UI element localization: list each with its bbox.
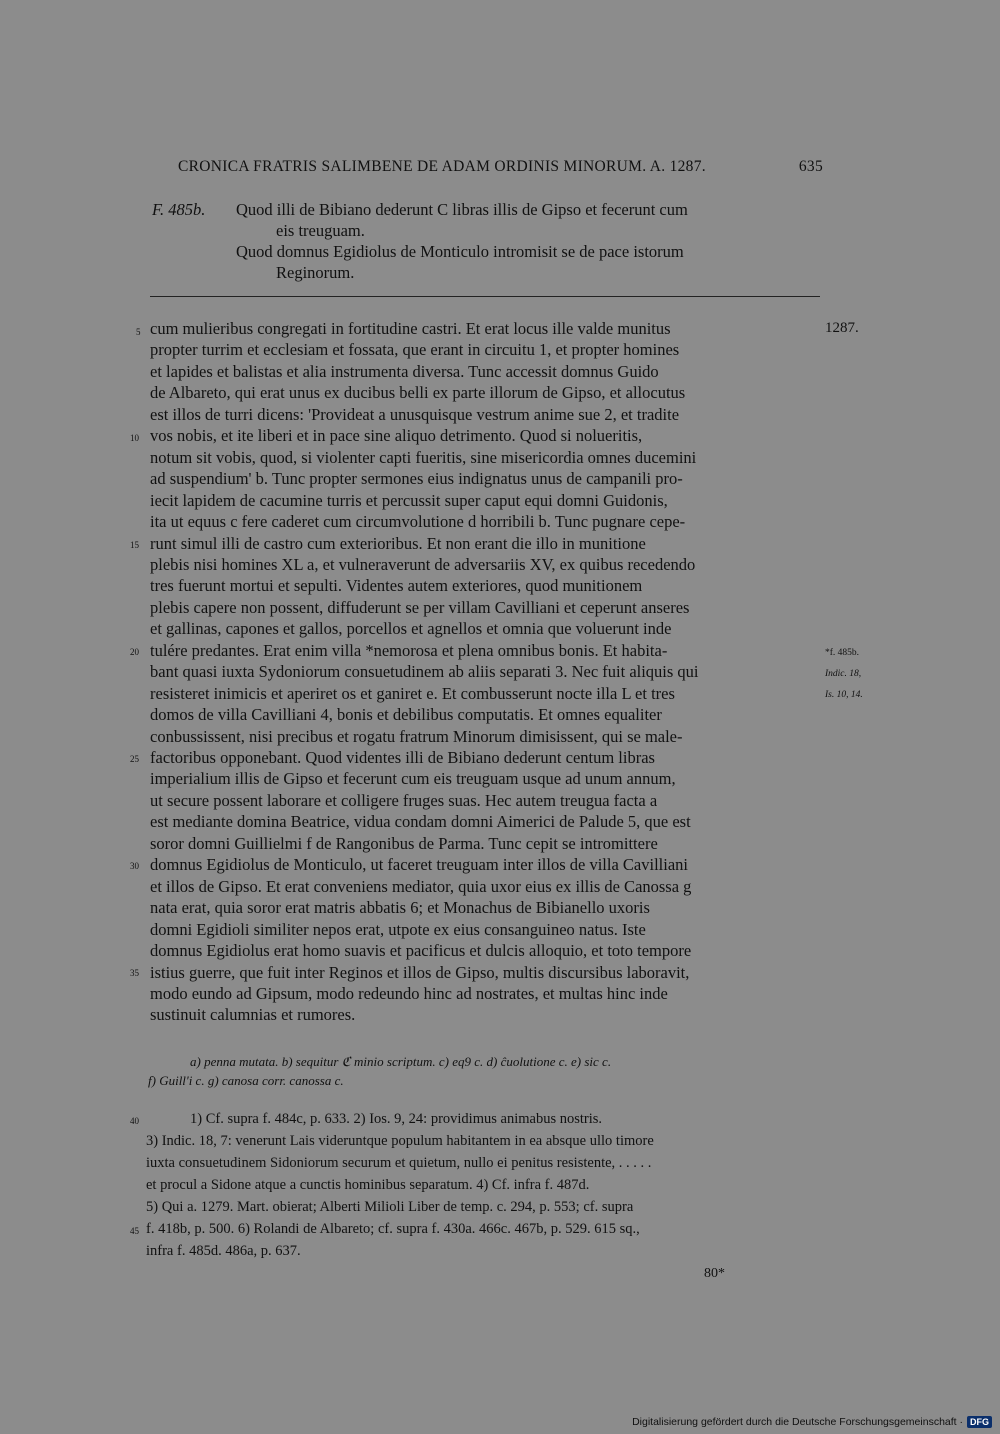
folio-reference: F. 485b.: [152, 200, 206, 219]
note-3-line-2: iuxta consuetudinem Sidoniorum securum et quietum, nullo ei penitus resistente, . . . . .: [146, 1155, 652, 1171]
text-line: iecit lapidem de cacumine turris et percussit super caput equi domni Guidonis,: [150, 490, 668, 510]
margin-ref-isaiah: Is. 10, 14.: [825, 690, 863, 700]
note-6-line-end: infra f. 485d. 486a, p. 637.: [146, 1243, 301, 1259]
text-line: soror domni Guillielmi f de Rangonibus de Parma. Tunc cepit se intromittere: [150, 833, 658, 853]
header-title: CRONICA FRATRIS SALIMBENE DE ADAM ORDINIS MINORUM. A. 1287.: [178, 158, 706, 175]
margin-year: 1287.: [825, 320, 859, 336]
text-line: et lapides et balistas et alia instrumenta diversa. Tunc accessit domnus Guido: [150, 361, 659, 381]
text-line: notum sit vobis, quod, si violenter capti fueritis, sine misericordia omnes ducemini: [150, 447, 697, 467]
text-line: sustinuit calumnias et rumores.: [150, 1005, 356, 1025]
note-1: 1) Cf. supra f. 484c, p. 633. 2) Ios. 9, 24: providimus animabus nostris.: [190, 1111, 603, 1127]
text-line: imperialium illis de Gipso et fecerunt cum eis treuguam usque ad unum annum,: [150, 769, 676, 789]
text-line: nata erat, quia soror erat matris abbatis 6; et Monachus de Bibianello uxoris: [150, 898, 650, 918]
note-5-line-1: 5) Qui a. 1279. Mart. obierat; Alberti Milioli Liber de temp. c. 294, p. 553; cf. supra: [146, 1199, 634, 1215]
text-line: et illos de Gipso. Et erat conveniens mediator, quia uxor eius ex illis de Canossa g: [150, 876, 692, 896]
line-number: 35: [130, 968, 139, 978]
text-line: est illos de turri dicens: 'Provideat a unusquisque vestrum anime sue 2, et tradite: [150, 404, 680, 424]
text-line: istius guerre, que fuit inter Reginos et illos de Gipso, multis discursibus laboravit,: [150, 962, 690, 982]
text-line: vos nobis, et ite liberi et in pace sine aliquo detrimento. Quod si nolueritis,: [150, 426, 643, 446]
text-line: domnus Egidiolus de Monticulo, ut faceret treuguam inter illos de villa Cavilliani: [150, 855, 688, 875]
line-number: 20: [130, 647, 139, 657]
rubric-2-line-1: Quod domnus Egidiolus de Monticulo intromisit se de pace istorum: [236, 242, 684, 261]
rubric-2-line-2: Reginorum.: [276, 263, 355, 282]
rubric-1-line-1: Quod illi de Bibiano dederunt C libras illis de Gipso et fecerunt cum: [236, 200, 688, 219]
text-line: domos de villa Cavilliani 4, bonis et debilibus computatis. Et omnes equaliter: [150, 705, 662, 725]
note-5-line-2: f. 418b, p. 500. 6) Rolandi de Albareto; cf. supra f. 430a. 466c. 467b, p. 529. 615 sq.,: [146, 1221, 640, 1237]
text-line: est mediante domina Beatrice, vidua condam domni Aimerici de Palude 5, que est: [150, 812, 691, 832]
text-line: plebis capere non possent, diffuderunt se per villam Cavilliani et ceperunt anseres: [150, 597, 690, 617]
line-number: 5: [136, 327, 141, 337]
text-line: et gallinas, capones et gallos, porcellos et agnellos et omnia que voluerunt inde: [150, 619, 672, 639]
apparatus-line-2: f) Guill'i c. g) canosa corr. canossa c.: [148, 1073, 344, 1088]
text-line: modo eundo ad Gipsum, modo redeundo hinc ad nostrates, et multas hinc inde: [150, 983, 668, 1003]
line-number: 40: [130, 1116, 139, 1126]
dfg-logo: DFG: [967, 1416, 992, 1428]
margin-ref-indic: Indic. 18,: [825, 669, 862, 679]
text-line: plebis nisi homines XL a, et vulneraverunt de adversariis XV, ex quibus recedendo: [150, 554, 696, 574]
footer-text: Digitalisierung gefördert durch die Deutsche Forschungsgemeinschaft ·: [632, 1416, 963, 1428]
page-number: 635: [798, 158, 823, 175]
margin-folio: *f. 485b.: [825, 648, 860, 658]
text-line: ad suspendium' b. Tunc propter sermones eius indignatus unus de campanili pro-: [150, 469, 683, 489]
text-line: domnus Egidiolus erat homo suavis et pacificus et dulcis alloquio, et toto tempore: [150, 941, 692, 961]
text-line: bant quasi iuxta Sydoniorum consuetudinem ab aliis separati 3. Nec fuit aliquis qui: [150, 662, 699, 682]
digitization-footer: [632, 1416, 992, 1428]
line-number: 25: [130, 754, 139, 764]
text-line: domni Egidioli similiter nepos erat, utpote ex eius consanguineo natus. Iste: [150, 919, 646, 939]
line-number: 30: [130, 861, 139, 871]
text-line: runt simul illi de castro cum exterioribus. Et non erant die illo in munitione: [150, 533, 646, 553]
apparatus-line-1: a) penna mutata. b) sequitur ℭ minio scriptum. c) eq9 c. d) ĉuolutione c. e) sic c.: [190, 1054, 612, 1069]
text-line: resisteret inimicis et aperiret os et ganiret e. Et combusserunt nocte illa L et tres: [150, 683, 675, 703]
text-line: factoribus opponebant. Quod videntes illi de Bibiano dederunt centum libras: [150, 748, 655, 767]
signature-mark: 80*: [704, 1266, 725, 1281]
text-line: ita ut equus c fere caderet cum circumvolutione d horribili b. Tunc pugnare cepe-: [150, 512, 686, 532]
note-3-line-1: 3) Indic. 18, 7: venerunt Lais videruntque populum habitantem in ea absque ullo timore: [146, 1133, 654, 1149]
line-number: 45: [130, 1226, 139, 1236]
line-number: 15: [130, 540, 139, 550]
line-number: 10: [130, 433, 139, 443]
text-line: ut secure possent laborare et colligere fruges suas. Hec autem treugua facta a: [150, 790, 658, 810]
text-line: de Albareto, qui erat unus ex ducibus belli ex parte illorum de Gipso, et allocutus: [150, 383, 686, 403]
section-divider: [150, 296, 820, 297]
text-line: cum mulieribus congregati in fortitudine castri. Et erat locus ille valde munitus: [150, 319, 671, 338]
rubric-1-line-2: eis treuguam.: [276, 221, 365, 240]
text-line: conbussissent, nisi precibus et rogatu fratrum Minorum dimisissent, qui se male-: [150, 726, 683, 746]
text-line: propter turrim et ecclesiam et fossata, que erant in circuitu 1, et propter homines: [150, 340, 680, 360]
running-header: [178, 158, 823, 176]
text-line: tulére predantes. Erat enim villa *nemorosa et plena omnibus bonis. Et habita-: [150, 640, 668, 660]
note-3-line-3: et procul a Sidone atque a cunctis hominibus separatum. 4) Cf. infra f. 487d.: [146, 1177, 590, 1193]
text-line: tres fuerunt mortui et sepulti. Videntes autem exteriores, quod munitionem: [150, 576, 643, 596]
